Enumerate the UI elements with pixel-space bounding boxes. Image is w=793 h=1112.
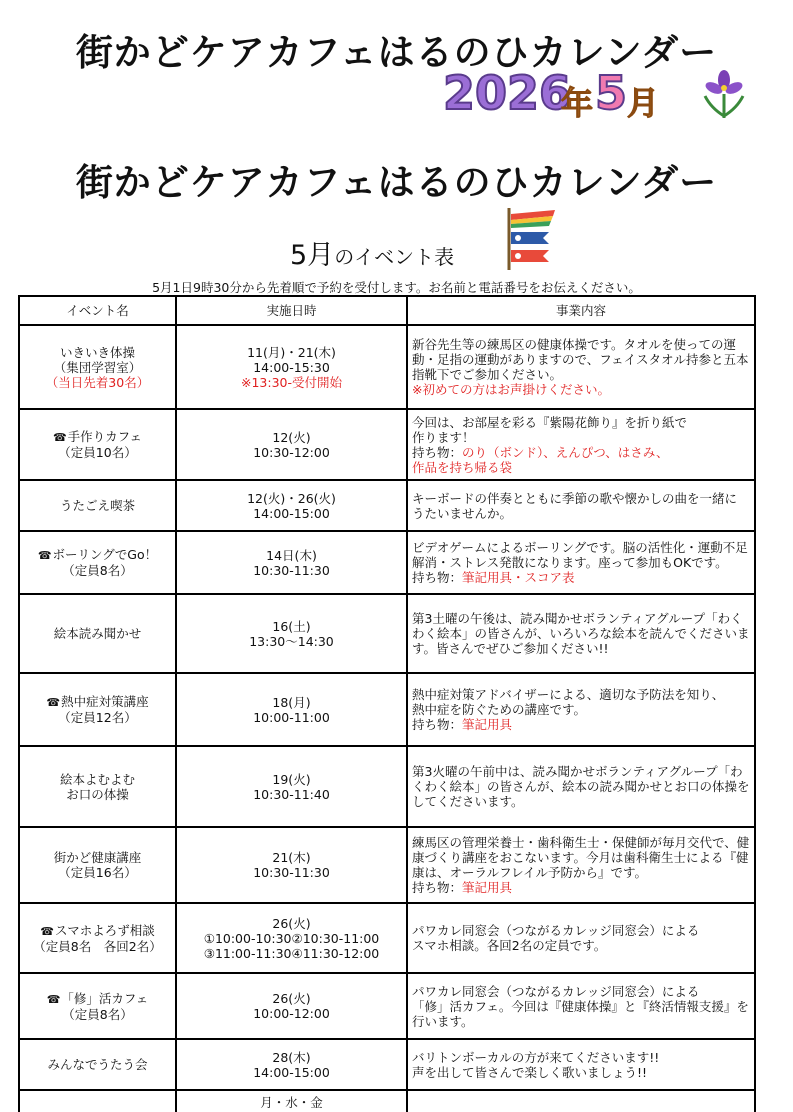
event-date-cell bbox=[176, 746, 407, 827]
event-capacity: （定員8名） bbox=[62, 1006, 133, 1022]
table-row bbox=[19, 673, 755, 746]
event-content-cell bbox=[407, 1039, 755, 1090]
event-content-cell bbox=[407, 673, 755, 746]
event-content-cell bbox=[407, 480, 755, 531]
event-name-cell bbox=[19, 409, 176, 480]
event-name-cell bbox=[19, 746, 176, 827]
content-line: わく絵本」の皆さんが、いろいろな絵本を読んでくださいま bbox=[412, 626, 750, 641]
items-list: のり（ボンド）、えんぴつ、はさみ、 bbox=[462, 444, 669, 460]
event-name: みんなでうたう会 bbox=[47, 1057, 148, 1072]
table-row bbox=[19, 480, 755, 531]
phone-icon: ☎ bbox=[46, 992, 61, 1006]
header-content: 事業内容 bbox=[407, 296, 755, 325]
event-date: 26(火) bbox=[272, 915, 311, 931]
content-line: 今回は、お部屋を彩る『紫陽花飾り』を折り紙で bbox=[412, 414, 688, 430]
event-time: 10:30-12:00 bbox=[253, 444, 330, 460]
event-content-cell bbox=[407, 325, 755, 409]
event-date: 21(木) bbox=[272, 850, 311, 865]
table-row bbox=[19, 903, 755, 973]
content-line: 声を出して皆さんで楽しく歌いましょう!! bbox=[412, 1064, 648, 1080]
event-date: 月・水・金 bbox=[260, 1095, 323, 1110]
event-date: 19(火) bbox=[272, 771, 311, 787]
event-date-cell bbox=[176, 325, 407, 409]
table-row bbox=[19, 827, 755, 903]
phone-icon: ☎ bbox=[52, 431, 67, 444]
event-name-cell bbox=[19, 673, 176, 746]
event-date-cell bbox=[176, 673, 407, 746]
content-line: す。皆さんでぜひご参加ください!! bbox=[412, 641, 609, 656]
event-name: 絵本読み聞かせ bbox=[53, 626, 142, 641]
event-time: 14:00-15:00 bbox=[253, 1064, 330, 1080]
event-capacity: （定員10名） bbox=[58, 445, 137, 460]
event-time: 10:30-11:30 bbox=[253, 865, 330, 880]
event-date: 16(土) bbox=[272, 618, 311, 634]
event-location: （集団学習室） bbox=[53, 359, 142, 375]
event-date-cell bbox=[176, 827, 407, 903]
event-content-cell bbox=[407, 409, 755, 480]
content-line: ビデオゲームによるボーリングです。脳の活性化・運動不足 bbox=[412, 540, 748, 555]
content-line: うたいませんか。 bbox=[412, 505, 513, 521]
event-name-cell bbox=[19, 1090, 176, 1112]
event-name-cell bbox=[19, 531, 176, 594]
event-name-cell bbox=[19, 480, 176, 531]
items-list: 筆記用具 bbox=[462, 717, 513, 732]
event-date-cell bbox=[176, 1090, 407, 1112]
event-date: 14日(木) bbox=[266, 547, 317, 563]
event-date-cell bbox=[176, 594, 407, 673]
items-list: 筆記用具 bbox=[462, 880, 513, 895]
event-name: うたごえ喫茶 bbox=[59, 498, 135, 513]
event-content-cell bbox=[407, 746, 755, 827]
table-header-row bbox=[19, 296, 755, 325]
table-row bbox=[19, 973, 755, 1039]
event-content-cell bbox=[407, 531, 755, 594]
table-row bbox=[19, 746, 755, 827]
event-date-cell bbox=[176, 409, 407, 480]
content-line: 指靴下でご参加ください。 bbox=[412, 367, 563, 382]
items-label: 持ち物： bbox=[412, 717, 463, 732]
event-table bbox=[18, 295, 756, 1112]
table-row bbox=[19, 1039, 755, 1090]
event-date: 26(火) bbox=[272, 991, 311, 1006]
event-name-cell bbox=[19, 973, 176, 1039]
table-row bbox=[19, 594, 755, 673]
items-label: 持ち物： bbox=[412, 880, 463, 895]
phone-icon: ☎ bbox=[37, 549, 52, 562]
content-line: 熱中症を防ぐための講座です。 bbox=[412, 702, 587, 717]
content-line: パワカレ同窓会（つながるカレッジ同窓会）による bbox=[412, 983, 700, 999]
event-capacity: （定員8名） bbox=[62, 563, 133, 578]
header-date-time: 実施日時 bbox=[176, 296, 407, 325]
event-name-cell bbox=[19, 827, 176, 903]
content-line: 行います。 bbox=[412, 1013, 474, 1029]
event-capacity: （定員16名） bbox=[58, 865, 137, 880]
event-capacity: （定員8名 各回2名） bbox=[33, 938, 162, 954]
iris-flower-icon bbox=[697, 68, 751, 122]
event-name: 「修」活カフェ bbox=[61, 990, 149, 1006]
page-subtitle: 街かどケアカフェはるのひカレンダー bbox=[75, 161, 718, 204]
content-note: ※初めての方はお声掛けください。 bbox=[412, 382, 610, 397]
table-row bbox=[19, 1090, 755, 1112]
phone-icon: ☎ bbox=[46, 696, 61, 709]
content-line: くわく絵本」の皆さんが、絵本の読み聞かせとお口の体操を bbox=[412, 779, 750, 794]
event-name: いきいき体操 bbox=[59, 344, 135, 360]
content-line: スマホ相談。各回2名の定員です。 bbox=[412, 938, 607, 953]
event-capacity-note: （当日先着30名） bbox=[45, 374, 150, 390]
event-time-slots: ③11:00-11:30④11:30-12:00 bbox=[203, 945, 380, 961]
items-list: 筆記用具・スコア表 bbox=[462, 570, 575, 585]
banner-year: 2026 bbox=[443, 66, 572, 120]
event-name: ボーリングでGo！ bbox=[52, 547, 158, 562]
event-reception-note: ※13:30-受付開始 bbox=[240, 374, 342, 390]
table-row bbox=[19, 325, 755, 409]
event-name-cell bbox=[19, 903, 176, 973]
event-date-cell bbox=[176, 973, 407, 1039]
content-line: パワカレ同窓会（つながるカレッジ同窓会）による bbox=[412, 923, 700, 938]
content-line: 練馬区の管理栄養士・歯科衛生士・保健師が毎月交代で、健 bbox=[412, 835, 750, 850]
event-date-cell bbox=[176, 480, 407, 531]
items-list-continued: 作品を持ち帰る袋 bbox=[412, 459, 513, 475]
content-line: 康づくり講座をおこないます。今月は歯科衛生士による『健 bbox=[412, 850, 749, 865]
content-line: 作ります！ bbox=[412, 429, 475, 445]
content-line: 第3土曜の午後は、読み聞かせボランティアグループ「わく bbox=[412, 611, 743, 626]
event-name: 絵本よむよむ bbox=[59, 771, 135, 787]
event-content-cell bbox=[407, 1090, 755, 1112]
content-line: 第3火曜の午前中は、読み聞かせボランティアグループ「わ bbox=[412, 764, 743, 779]
event-name: スマホよろず相談 bbox=[54, 922, 155, 938]
content-line: 解消・ストレス発散になります。座って参加もOKです。 bbox=[412, 555, 728, 570]
header-event-name: イベント名 bbox=[19, 296, 176, 325]
event-name: 街かど健康講座 bbox=[53, 850, 142, 865]
event-content-cell bbox=[407, 903, 755, 973]
koinobori-carp-icon bbox=[503, 206, 561, 272]
event-time-slots: ①10:00-10:30②10:30-11:00 bbox=[203, 930, 380, 946]
banner-month: 5 bbox=[595, 66, 628, 120]
reservation-notice: 5月1日9時30分から先着順で予約を受付します。お名前と電話番号をお伝えください。 bbox=[152, 280, 641, 295]
event-date-cell bbox=[176, 1039, 407, 1090]
content-line: 新谷先生等の練馬区の健康体操です。タオルを使っての運 bbox=[412, 337, 737, 352]
event-date: 12(火)・26(火) bbox=[247, 490, 336, 506]
month-banner bbox=[443, 66, 763, 124]
event-name-second-line: お口の体操 bbox=[66, 786, 129, 802]
event-date-cell bbox=[176, 531, 407, 594]
event-capacity: （定員12名） bbox=[58, 710, 137, 725]
content-line: 動・足指の運動がありますので、フェイスタオル持参と五本 bbox=[412, 352, 749, 367]
items-label: 持ち物： bbox=[412, 444, 463, 460]
event-time: 14:00-15:30 bbox=[253, 359, 330, 375]
event-name-cell bbox=[19, 325, 176, 409]
event-heading-month: 5月 bbox=[290, 240, 335, 271]
event-name: 手作りカフェ bbox=[67, 429, 143, 444]
event-heading bbox=[290, 233, 454, 272]
content-line: 熱中症対策アドバイザーによる、適切な予防法を知り、 bbox=[412, 687, 725, 702]
event-time: 13:30〜14:30 bbox=[249, 633, 334, 649]
event-name-cell bbox=[19, 1039, 176, 1090]
event-date: 12(火) bbox=[272, 429, 311, 445]
content-line: 「修」活カフェ。今回は『健康体操』と『終活情報支援』を bbox=[412, 998, 749, 1014]
content-line: してくださいます。 bbox=[412, 794, 524, 809]
event-time: 10:30-11:40 bbox=[253, 786, 330, 802]
event-content-cell bbox=[407, 594, 755, 673]
table-row bbox=[19, 531, 755, 594]
event-name-cell bbox=[19, 594, 176, 673]
event-time: 10:00-11:00 bbox=[253, 709, 330, 725]
event-heading-label: のイベント表 bbox=[334, 245, 455, 269]
event-content-cell bbox=[407, 973, 755, 1039]
banner-year-unit: 年 bbox=[561, 84, 594, 122]
page-title: 街かどケアカフェはるのひカレンダー bbox=[75, 31, 718, 74]
event-name: 熱中症対策講座 bbox=[61, 694, 149, 709]
table-row bbox=[19, 409, 755, 480]
content-line: 康は、オーラルフレイル予防から』です。 bbox=[412, 865, 648, 880]
event-time: 14:00-15:00 bbox=[253, 505, 330, 521]
event-content-cell bbox=[407, 827, 755, 903]
event-date: 18(月) bbox=[272, 694, 311, 710]
items-label: 持ち物： bbox=[412, 570, 463, 585]
content-line: キーボードの伴奏とともに季節の歌や懐かしの曲を一緒に bbox=[412, 490, 738, 506]
event-time: 10:00-12:00 bbox=[253, 1006, 330, 1021]
banner-month-unit: 月 bbox=[627, 84, 660, 122]
phone-icon: ☎ bbox=[40, 924, 54, 938]
event-time: 10:30-11:30 bbox=[253, 562, 330, 578]
event-date: 28(木) bbox=[272, 1049, 311, 1065]
event-date: 11(月)・21(木) bbox=[247, 344, 336, 360]
event-date-cell bbox=[176, 903, 407, 973]
content-line: バリトンボーカルの方が来てくださいます!! bbox=[412, 1049, 660, 1065]
